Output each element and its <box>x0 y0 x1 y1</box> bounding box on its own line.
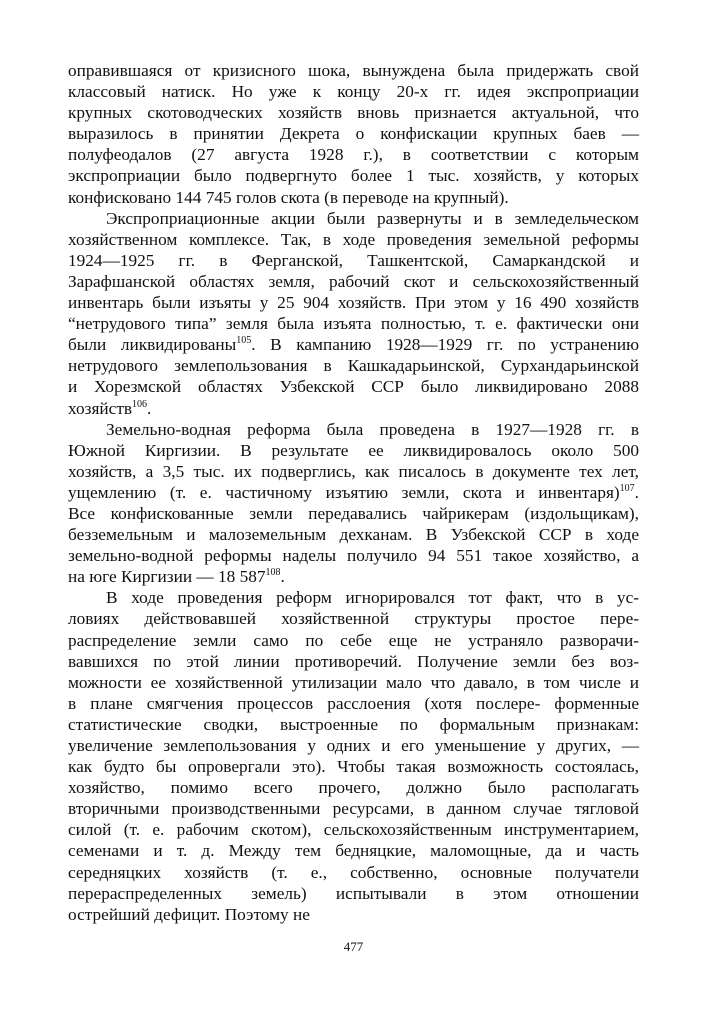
text-line <box>68 313 639 334</box>
text-line <box>68 461 639 482</box>
text-line <box>68 229 639 250</box>
footnote-ref: 108 <box>265 567 281 579</box>
text-line <box>68 123 639 144</box>
text-line <box>68 883 639 904</box>
line-text: хозяйство, помимо всего прочего, должно было располагать <box>68 778 639 798</box>
text-line <box>68 630 639 651</box>
paragraph <box>68 60 639 208</box>
line-text: хозяйств <box>68 398 133 418</box>
line-text-tail: . <box>280 567 285 587</box>
text-line <box>68 693 639 714</box>
page-body <box>68 60 639 925</box>
text-line <box>68 165 639 186</box>
line-text: статистические сводки, выстроенные по формальным признакам: <box>68 714 639 734</box>
line-text: Все конфискованные земли передавались чайрикерам (издольщикам), <box>68 503 639 523</box>
line-text: 1924—1925 гг. в Ферганской, Ташкентской, Самаркандской и <box>68 250 639 270</box>
line-text: распределение земли само по себе еще не устраняло разворачи- <box>68 630 639 650</box>
line-text: инвентарь были изъяты у 25 904 хозяйств. При этом у 16 490 хозяйств <box>68 293 639 313</box>
text-line <box>68 482 639 503</box>
line-text: полуфеодалов (27 августа 1928 г.), в соответствии с которым <box>68 145 639 165</box>
line-text: увеличение землепользования у одних и его уменьшение у других, — <box>68 736 639 755</box>
line-text-tail: . <box>147 398 152 418</box>
footnote-ref: 106 <box>132 398 148 410</box>
line-text: вавшихся по этой линии противоречий. Получение земли без воз- <box>68 651 639 671</box>
line-text: ущемлению (т. е. частичному изъятию земли, скота и инвентаря) <box>68 482 620 502</box>
text-line <box>68 524 639 545</box>
line-text: были ликвидированы <box>68 335 237 355</box>
text-line <box>68 355 639 376</box>
line-text: вторичными производственными ресурсами, в данном случае тягловой <box>68 799 639 819</box>
text-line <box>68 651 639 672</box>
line-text: конфисковано 144 745 голов скота (в переводе на крупный). <box>68 187 509 207</box>
text-line <box>68 587 639 608</box>
line-text: можности ее хозяйственной утилизации мало что давало, в том числе и <box>68 672 639 692</box>
text-line <box>68 862 639 883</box>
text-line <box>68 735 639 756</box>
line-text: “нетрудового типа” земля была изъята полностью, т. е. фактически они <box>68 314 639 334</box>
text-line <box>68 376 639 397</box>
text-line <box>68 250 639 271</box>
text-line <box>68 777 639 798</box>
line-text: перераспределенных земель) испытывали в этом отношении <box>68 883 639 903</box>
line-text: классовый натиск. Но уже к концу 20-х гг. идея экспроприации <box>68 82 639 102</box>
line-text: хозяйств, а 3,5 тыс. их подверглись, как писалось в документе тех лет, <box>68 461 639 481</box>
text-line <box>68 608 639 629</box>
text-line <box>68 503 639 524</box>
text-line <box>68 819 639 840</box>
line-text: Экспроприационные акции были развернуты и в земледельческом <box>106 208 639 228</box>
text-line <box>68 714 639 735</box>
line-text-tail: . В кампанию 1928—1929 гг. по устранению <box>251 335 639 355</box>
paragraph <box>68 587 639 925</box>
text-line <box>68 840 639 861</box>
page-number: 477 <box>343 939 364 954</box>
line-text: оправившаяся от кризисного шока, вынуждена была придержать свой <box>68 61 639 80</box>
footnote-ref: 105 <box>236 335 252 347</box>
line-text: земельно-водной реформы наделы получило 94 551 такое хозяйство, а <box>68 546 639 566</box>
paragraph <box>68 208 639 419</box>
line-text: семенами и т. д. Между тем бедняцкие, маломощные, да и часть <box>68 841 639 861</box>
text-line <box>68 419 639 440</box>
text-line <box>68 60 639 81</box>
line-text: и Хорезмской областях Узбекской ССР было ликвидировано 2088 <box>68 377 639 397</box>
text-line <box>68 756 639 777</box>
text-line <box>68 208 639 229</box>
text-line <box>68 292 639 313</box>
line-text: на юге Киргизии — 18 587 <box>68 567 266 587</box>
line-text: острейший дефицит. Поэтому не <box>68 904 310 924</box>
text-line <box>68 798 639 819</box>
line-text: Зарафшанской областях земля, рабочий скот и сельскохозяйственный <box>68 271 639 291</box>
line-text: ловиях действовавшей хозяйственной структуры простое пере- <box>68 609 639 629</box>
text-line <box>68 144 639 165</box>
line-text: крупных скотоводческих хозяйств вновь признается актуальной, что <box>68 103 639 123</box>
text-line <box>68 334 639 355</box>
line-text: Земельно-водная реформа была проведена в 1927—1928 гг. в <box>106 419 639 439</box>
text-line <box>68 904 639 925</box>
text-line <box>68 187 639 208</box>
text-line <box>68 102 639 123</box>
text-line <box>68 545 639 566</box>
line-text: хозяйственном комплексе. Так, в ходе проведения земельной реформы <box>68 229 639 249</box>
line-text: силой (т. е. рабочим скотом), сельскохозяйственным инструментарием, <box>68 820 639 840</box>
line-text: безземельным и малоземельным дехканам. В Узбекской ССР в ходе <box>68 525 639 545</box>
line-text: выразилось в принятии Декрета о конфискации крупных баев — <box>68 124 639 144</box>
line-text: как будто бы опровергали это). Чтобы такая возможность состоялась, <box>68 757 639 777</box>
text-line <box>68 271 639 292</box>
line-text: середняцких хозяйств (т. е., собственно, основные получатели <box>68 862 639 882</box>
line-text: Южной Киргизии. В результате ее ликвидировалось около 500 <box>68 440 639 460</box>
footnote-ref: 107 <box>619 482 635 494</box>
line-text: в плане смягчения процессов расслоения (хотя послере- форменные <box>68 693 639 713</box>
line-text: нетрудового землепользования в Кашкадарьинской, Сурхандарьинской <box>68 356 639 376</box>
text-line <box>68 398 639 419</box>
text-line <box>68 81 639 102</box>
line-text: В ходе проведения реформ игнорировался тот факт, что в ус- <box>106 588 639 608</box>
line-text-tail: . <box>634 482 639 502</box>
text-line <box>68 566 639 587</box>
line-text: экспроприации было подвергнуто более 1 тыс. хозяйств, у которых <box>68 166 639 186</box>
text-line <box>68 672 639 693</box>
text-line <box>68 440 639 461</box>
paragraph <box>68 419 639 588</box>
